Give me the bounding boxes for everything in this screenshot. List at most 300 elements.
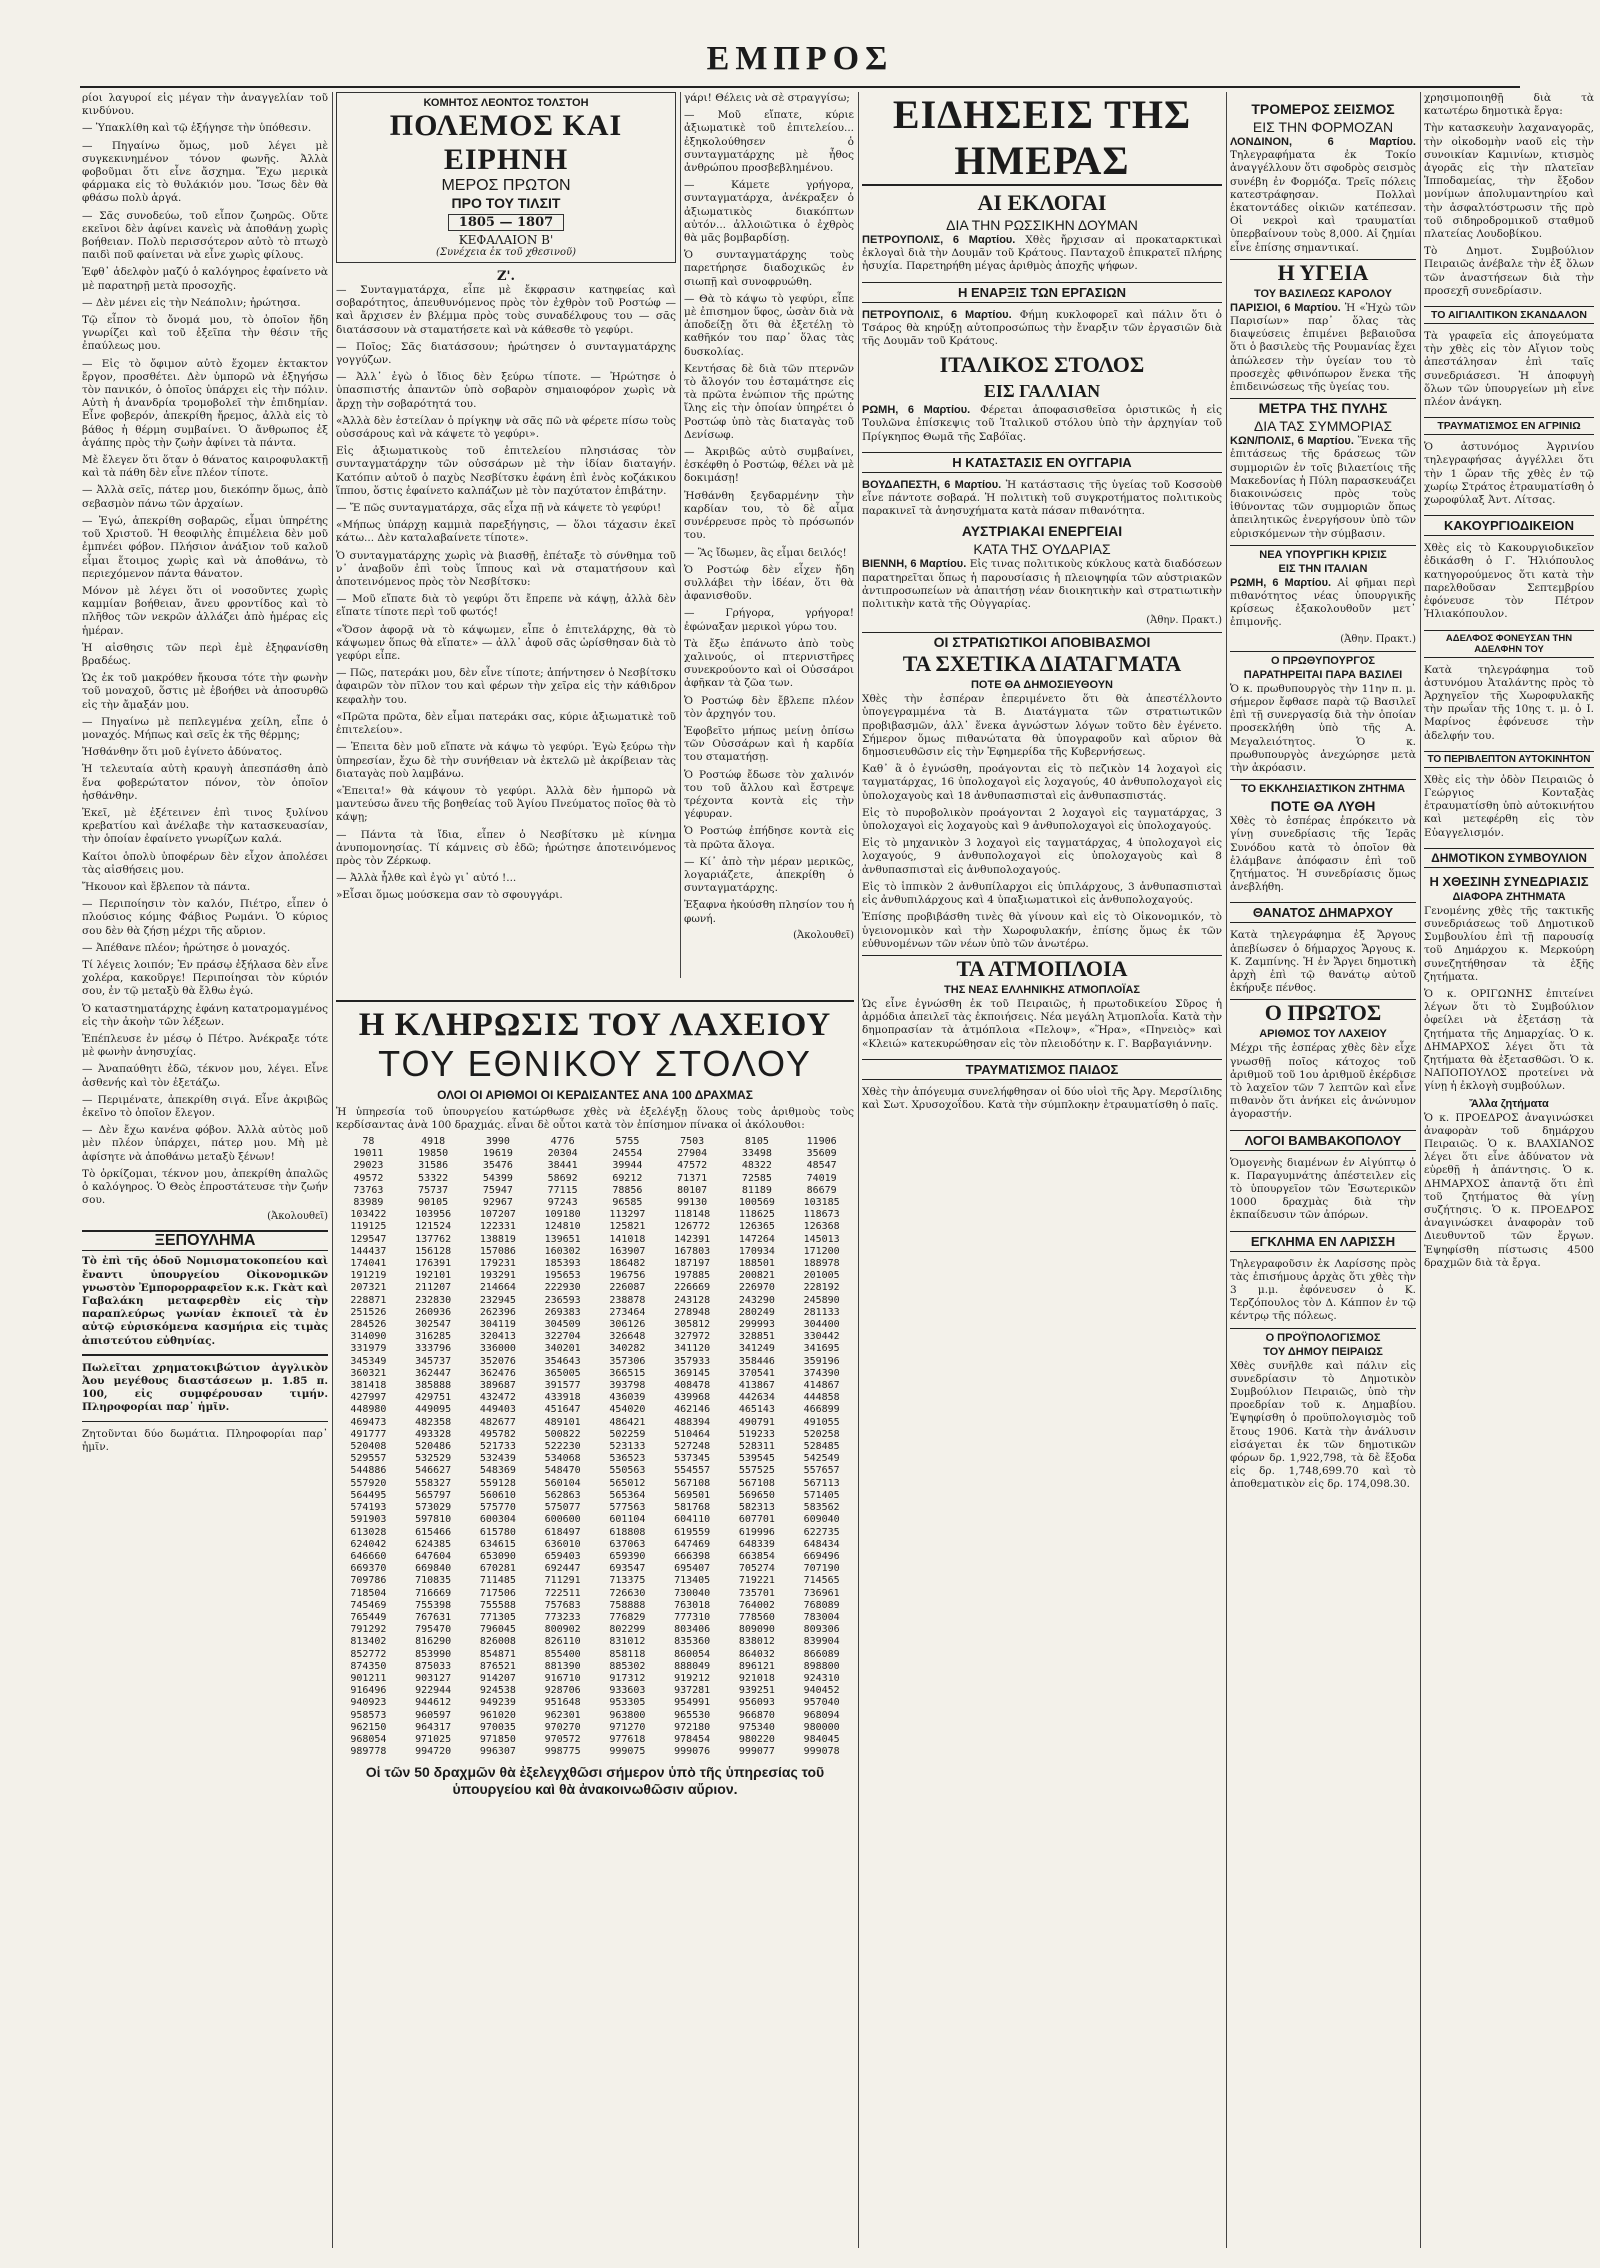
lottery-number: 187197 xyxy=(674,1258,711,1270)
paragraph: Ἐπέπλευσε ἐν μέσῳ ὁ Πέτρο. Ἀνέκραξε τότε μὲ φωνὴν ἀνησυχίας. xyxy=(82,1033,328,1059)
lottery-number: 495782 xyxy=(479,1428,516,1440)
news-text: Χθὲς τὸ ἑσπέρας ἐπρόκειτο νὰ γίνῃ συνεδρίασις τῆς Ἱερᾶς Συνόδου κατὰ τὸ ὁποῖον θὰ ἐλάμβανε ἀπόφασιν ἐπὶ τοῦ ζητήματος. Ἡ συνεδρίασις ὅμως ἀνεβλήθη. xyxy=(1230,815,1416,894)
lottery-number: 957040 xyxy=(803,1697,840,1709)
lottery-number: 188501 xyxy=(738,1258,775,1270)
ad-divider xyxy=(82,1354,328,1356)
paragraph: — Πηγαίνω μὲ πεπλεγμένα χείλη, εἶπε ὁ μοναχός. Μήπως καὶ σεῖς ἐκ τῆς θέρμης; xyxy=(82,715,328,741)
lottery-number: 137762 xyxy=(415,1233,452,1245)
lottery-number: 103956 xyxy=(415,1209,452,1221)
lottery-number: 758888 xyxy=(609,1599,646,1611)
lottery-number: 765449 xyxy=(350,1611,387,1623)
lottery-number: 207321 xyxy=(350,1282,387,1294)
news-headline: ΤΡΑΥΜΑΤΙΣΜΟΣ ΠΑΙΔΟΣ xyxy=(862,1059,1222,1080)
news-subheadline: ΔΙΑ ΤΗΝ ΡΩΣΣΙΚΗΝ ΔΟΥΜΑΝ xyxy=(946,217,1138,233)
lottery-number: 320413 xyxy=(479,1331,516,1343)
lottery-number: 901211 xyxy=(350,1672,387,1684)
lottery-number: 951648 xyxy=(544,1697,581,1709)
paragraph: Ὁ Ροστώφ ἐπήδησε κοντὰ εἰς τὰ πρῶτα ἄλογα. xyxy=(684,825,854,851)
serial-subtitle: ΠΡΟ ΤΟΥ ΤΙΛΣΙΤ xyxy=(451,195,561,211)
column-news-2 xyxy=(1230,92,1416,2268)
lottery-number: 813402 xyxy=(350,1636,387,1648)
lottery-number: 326648 xyxy=(609,1331,646,1343)
lottery-number: 80107 xyxy=(677,1184,708,1196)
lottery-number: 19619 xyxy=(482,1148,513,1160)
lottery-row xyxy=(336,1514,854,1526)
news-headline: Ο ΠΡΩΤΟΣ xyxy=(1230,999,1416,1026)
lottery-number: 448980 xyxy=(350,1404,387,1416)
lottery-number: 730040 xyxy=(674,1587,711,1599)
lottery-number: 278948 xyxy=(674,1306,711,1318)
lottery-number: 86679 xyxy=(806,1184,837,1196)
lottery-number: 767631 xyxy=(415,1611,452,1623)
lottery-number: 618808 xyxy=(609,1526,646,1538)
lottery-number: 5755 xyxy=(615,1136,640,1147)
lottery-number: 956093 xyxy=(738,1697,775,1709)
paragraph: — Ἀλλὰ ἦλθε καὶ ἐγὼ γι᾿ αὐτό !... xyxy=(336,872,517,885)
lottery-row xyxy=(336,1673,854,1685)
lottery-number: 38441 xyxy=(547,1160,578,1172)
lottery-number: 305812 xyxy=(674,1319,711,1331)
lottery-number: 573029 xyxy=(415,1502,452,1514)
lottery-number: 999075 xyxy=(609,1746,646,1758)
lottery-number: 565797 xyxy=(415,1489,452,1501)
lottery-number: 726630 xyxy=(609,1587,646,1599)
lottery-row xyxy=(336,1197,854,1209)
lottery-number: 949239 xyxy=(479,1697,516,1709)
column-serial-continued xyxy=(684,92,854,978)
lottery-number: 8105 xyxy=(744,1136,769,1147)
lottery-number: 855400 xyxy=(544,1648,581,1660)
lottery-number: 962301 xyxy=(544,1709,581,1721)
lottery-number: 569650 xyxy=(738,1489,775,1501)
lottery-number: 669840 xyxy=(415,1563,452,1575)
lottery-number: 636010 xyxy=(544,1538,581,1550)
lottery-number: 491777 xyxy=(350,1428,387,1440)
lottery-number: 413867 xyxy=(738,1380,775,1392)
lottery-number: 962150 xyxy=(350,1721,387,1733)
news-text: Εἰς τὸ ἱππικὸν 2 ἀνθυπίλαρχοι εἰς ὑπιλάρχους, 3 ἀνθυπασπισταὶ εἰς ἀνθυπιλάρχους καὶ 4 ὑπαξιωματικοὶ εἰς ἀνθυπολοχαγούς. xyxy=(862,880,1222,907)
paragraph: Ἡ τελευταία αὐτὴ κραυγὴ ἀπεσπάσθη ἀπὸ ἕνα φοβερώτατον πόνον, τὸν ὁποῖον ἠσθάνθην. xyxy=(82,763,328,802)
news-text: Φέρεται ἀποφασισθεῖσα ὁριστικῶς ἡ εἰς Τουλῶνα ἐπίσκεψις τοῦ Ἰταλικοῦ στόλου ὑπὸ τὴν ἀρχηγίαν τοῦ Πρίγκηπος Θωμᾶ τῆς Σαβόϊας. xyxy=(862,404,1222,443)
lottery-number: 970035 xyxy=(479,1721,516,1733)
lottery-number: 118625 xyxy=(738,1209,775,1221)
lottery-number: 75947 xyxy=(482,1184,513,1196)
news-headline: ΛΟΓΟΙ ΒΑΜΒΑΚΟΠΟΛΟΥ xyxy=(1230,1130,1416,1151)
lottery-number: 896121 xyxy=(738,1660,775,1672)
paragraph: — Κάμετε γρήγορα, συνταγματάρχα, ἀνέκραξεν ὁ ἀξιωματικὸς διακόπτων αὐτόν... ἀλλοιῶτικα ὁ ἐχθρὸς θὰ μᾶς βομβαρδίσῃ. xyxy=(684,179,854,245)
lottery-number: 835360 xyxy=(674,1636,711,1648)
lottery-number: 736961 xyxy=(803,1587,840,1599)
lottery-row xyxy=(336,1539,854,1551)
lottery-number: 243290 xyxy=(738,1294,775,1306)
lottery-number: 980220 xyxy=(738,1733,775,1745)
serial-body xyxy=(336,284,676,903)
lottery-number: 637063 xyxy=(609,1538,646,1550)
lottery-number: 693547 xyxy=(609,1563,646,1575)
lottery-number: 999077 xyxy=(738,1746,775,1758)
lottery-number: 126368 xyxy=(803,1221,840,1233)
lottery-number: 619996 xyxy=(738,1526,775,1538)
paragraph: «Πρῶτα πρῶτα, δὲν εἶμαι πατεράκι σας, κύριε ἀξιωματικὲ τοῦ ἐπιτελείου». xyxy=(336,710,676,737)
news-headline: ΟΙ ΣΤΡΑΤΙΩΤΙΚΟΙ ΑΠΟΒΙΒΑΣΜΟΙ xyxy=(862,632,1222,651)
lottery-number: 838012 xyxy=(738,1636,775,1648)
lottery-number: 488394 xyxy=(674,1416,711,1428)
paragraph: Ὁ καταστηματάρχης ἐφάνη κατατρομαγμένος εἰς τὴν ἀκοὴν τῶν λέξεων. xyxy=(82,1002,328,1028)
lottery-number: 713375 xyxy=(609,1575,646,1587)
lottery-number: 4776 xyxy=(550,1136,575,1147)
lottery-number: 875033 xyxy=(415,1660,452,1672)
ad-divider xyxy=(82,1421,328,1422)
lottery-number: 826008 xyxy=(479,1636,516,1648)
lottery-number: 262396 xyxy=(479,1306,516,1318)
lottery-row xyxy=(336,1441,854,1453)
lottery-number: 669496 xyxy=(803,1550,840,1562)
paragraph: Ἠσθάνθη ξεγδαρμένην τὴν καρδίαν του, τὸ δὲ αἷμα συνέρρευσε πρὸς τὸ πρόσωπόν του. xyxy=(684,489,854,542)
lottery-number: 273464 xyxy=(609,1306,646,1318)
lottery-row xyxy=(336,1136,854,1148)
news-subheadline: ΤΟΥ ΒΑΣΙΛΕΩΣ ΚΑΡΟΛΟΥ xyxy=(1254,287,1392,300)
lottery-number: 968094 xyxy=(803,1709,840,1721)
lottery-number: 968054 xyxy=(350,1733,387,1745)
news-headline: ΜΕΤΡΑ ΤΗΣ ΠΥΛΗΣ xyxy=(1230,398,1416,417)
lottery-number: 103185 xyxy=(803,1197,840,1209)
news-headline: ΙΤΑΛΙΚΟΣ ΣΤΟΛΟΣ xyxy=(939,352,1145,378)
lottery-row xyxy=(336,1417,854,1429)
lottery-number: 145013 xyxy=(803,1233,840,1245)
lottery-row xyxy=(336,1331,854,1343)
lottery-number: 972180 xyxy=(674,1721,711,1733)
news-subheadline: ΤΑ ΣΧΕΤΙΚΑ ΔΙΑΤΑΓΜΑΤΑ xyxy=(902,651,1182,677)
lottery-number: 567108 xyxy=(738,1477,775,1489)
lottery-number: 119125 xyxy=(350,1221,387,1233)
news-text: Χθὲς εἰς τὴν ὁδὸν Πειραιῶς ὁ Γεώργιος Κονταξὰς ἐτραυματίσθη ὑπὸ αὐτοκινήτου καὶ μετεφέρθη εἰς τὸν Εὐαγγελισμόν. xyxy=(1424,773,1594,839)
lottery-number: 537345 xyxy=(674,1453,711,1465)
news-text: Χθὲς τὴν ἑσπέραν ἐπεριμένετο ὅτι θὰ ἀπεστέλλοντο ὑπογεγραμμένα τὰ Β. Διατάγματα τῶν στρατιωτικῶν προβιβασμῶν, ἀλλ᾿ ἕνεκα ἀγνώστων λόγων τοῦτο δὲν ἐγένετο. Σήμερον ὅμως πιθανώτατα θὰ ὑπογραφοῦν καὶ αὔριον θὰ δημοσιευθῶσιν εἰς τὴν Ἐφημερίδα τῆς Κυβερνήσεως. xyxy=(862,693,1222,759)
lottery-number: 122331 xyxy=(479,1221,516,1233)
lottery-number: 33498 xyxy=(741,1148,772,1160)
lottery-number: 482677 xyxy=(479,1416,516,1428)
lottery-number: 888049 xyxy=(674,1660,711,1672)
lottery-number: 201005 xyxy=(803,1270,840,1282)
column-divider xyxy=(858,92,859,2248)
lottery-row xyxy=(336,1588,854,1600)
paragraph: Ὁ Ροστώφ δὲν ἔβλεπε πλέον τὸν ἀρχηγόν του. xyxy=(684,694,854,720)
lottery-number: 937281 xyxy=(674,1685,711,1697)
lottery-number: 795470 xyxy=(415,1624,452,1636)
column-feuilleton xyxy=(82,92,328,2268)
lottery-number: 174041 xyxy=(350,1258,387,1270)
paragraph: — Κί᾿ ἀπὸ τὴν μέραν μερικῶς, λογαριάζετε, ἀπεκρίθη ὁ συνταγματάρχης. xyxy=(684,855,854,895)
column-news-of-day xyxy=(862,92,1222,2268)
lottery-number: 107207 xyxy=(479,1209,516,1221)
lottery-number: 816290 xyxy=(415,1636,452,1648)
lottery-row xyxy=(336,1575,854,1587)
lottery-number: 176391 xyxy=(415,1258,452,1270)
lottery-number: 179231 xyxy=(479,1258,516,1270)
lottery-number: 521733 xyxy=(479,1441,516,1453)
lottery-number: 574193 xyxy=(350,1502,387,1514)
lottery-number: 328851 xyxy=(738,1331,775,1343)
lottery-number: 618497 xyxy=(544,1526,581,1538)
continued-note: (Ἀκολουθεῖ) xyxy=(267,1211,328,1223)
lottery-number: 49572 xyxy=(353,1172,384,1184)
news-headline: ΕΓΚΛΗΜΑ ΕΝ ΛΑΡΙΣΣΗ xyxy=(1230,1231,1416,1252)
lottery-number: 860054 xyxy=(674,1648,711,1660)
lottery-number: 124810 xyxy=(544,1221,581,1233)
lottery-number: 381418 xyxy=(350,1380,387,1392)
serial-title: ΠΟΛΕΜΟΣ ΚΑΙ ΕΙΡΗΝΗ xyxy=(389,109,623,176)
news-subheadline: ΤΟΥ ΔΗΜΟΥ ΠΕΙΡΑΙΩΣ xyxy=(1263,1345,1383,1358)
news-text: Τηλεγραφοῦσιν ἐκ Λαρίσσης πρὸς τὰς ἐπισήμους ἀρχὰς ὅτι χθὲς τὴν 3 μ.μ. ἐφόνευσεν ὁ Κ. Τερζόπουλος τὸν Δ. Κάππον ἐν τῷ κέντρῳ τῆς πόλεως. xyxy=(1230,1257,1416,1323)
column-divider xyxy=(680,92,681,978)
dateline: ΛΟΝΔΙΝΟΝ, 6 Μαρτίου. xyxy=(1230,136,1416,148)
lottery-row xyxy=(336,1258,854,1270)
lottery-number: 48322 xyxy=(741,1160,772,1172)
lottery-number: 778560 xyxy=(738,1611,775,1623)
paragraph: Ἐξαφνα ἠκούσθη πλησίον του ἡ φωνή. xyxy=(684,899,854,925)
lottery-number: 615780 xyxy=(479,1526,516,1538)
lottery-number: 971270 xyxy=(609,1721,646,1733)
lottery-number: 222930 xyxy=(544,1282,581,1294)
lottery-row xyxy=(336,1734,854,1746)
lottery-number: 707190 xyxy=(803,1563,840,1575)
lottery-number: 544886 xyxy=(350,1465,387,1477)
lottery-number: 357306 xyxy=(609,1355,646,1367)
lottery-number: 978454 xyxy=(674,1733,711,1745)
lottery-row xyxy=(336,1221,854,1233)
lottery-number: 304509 xyxy=(544,1319,581,1331)
lottery-number: 449095 xyxy=(415,1404,452,1416)
news-headline: Ο ΠΡΟΫΠΟΛΟΓΙΣΜΟΣ xyxy=(1230,1328,1416,1344)
lottery-number: 316285 xyxy=(415,1331,452,1343)
lottery-number: 961020 xyxy=(479,1709,516,1721)
lottery-number: 809090 xyxy=(738,1624,775,1636)
lottery-number: 74019 xyxy=(806,1172,837,1184)
paragraph: Ἐκεῖ, μὲ ἐξέτεινεν ἐπὶ τινος ξυλίνου κρεβατίου καὶ ἀνέλαβε τὴν κατασκευασίαν, τὴν ὁποίαν ἐφαίνετο γνωρίζων καλά. xyxy=(82,806,328,846)
column-local-news xyxy=(1424,92,1594,2268)
lottery-number: 35476 xyxy=(482,1160,513,1172)
lottery-number: 369145 xyxy=(674,1367,711,1379)
lottery-number: 331979 xyxy=(350,1343,387,1355)
lottery-number: 634615 xyxy=(479,1538,516,1550)
lottery-number: 980000 xyxy=(803,1721,840,1733)
paragraph: — Δὲν μένει εἰς τὴν Νεάπολιν; ἠρώτησα. xyxy=(82,296,301,309)
lottery-number: 565364 xyxy=(609,1489,646,1501)
lottery-number: 359196 xyxy=(803,1355,840,1367)
news-text: Ὁ κ. πρωθυπουργὸς τὴν 11ην π. μ. σήμερον ἔφθασε παρὰ τῷ Βασιλεῖ ἐπὶ τῇ συνεργασίᾳ διὰ τὴν ὁποίαν προσεκλήθη ὑπὸ τῆς Α. Μεγαλειότητος. Ὁ κ. πρωθυπουργὸς ἀνεχώρησε μετὰ τὴν ἀκρόασιν. xyxy=(1230,682,1416,774)
lottery-number: 3990 xyxy=(485,1136,510,1147)
lottery-number: 916496 xyxy=(350,1685,387,1697)
lottery-number: 713405 xyxy=(674,1575,711,1587)
lottery-row xyxy=(336,1563,854,1575)
news-subheadline: ΚΑΤΑ ΤΗΣ ΟΥΔΑΡΙΑΣ xyxy=(973,541,1111,558)
lottery-number: 129547 xyxy=(350,1233,387,1245)
lottery-number: 96585 xyxy=(612,1197,643,1209)
lottery-number: 360321 xyxy=(350,1367,387,1379)
news-text: Εἰς τὸ μηχανικὸν 3 λοχαγοὶ εἰς ταγματάρχας, 4 ὑπολοχαγοὶ εἰς λοχαγούς, 9 ἀνθυπολοχαγοὶ εἰς ὑπολοχαγοὺς καὶ 8 ἀνθυπασπισταὶ εἰς ἀνθυπολοχαγούς. xyxy=(862,837,1222,876)
paragraph: «Μήπως ὑπάρχῃ καμμιὰ παρεξήγησις, — ὅλοι τάχασιν ἐκεῖ κάτω... Δὲν καταλαβαίνετε τίποτε». xyxy=(336,519,676,545)
news-subheadline: ΔΙΑ ΤΑΣ ΣΥΜΜΟΡΙΑΣ xyxy=(1253,418,1393,435)
news-text: Μέχρι τῆς ἑσπέρας χθὲς δὲν εἶχε γνωσθῇ ποῖος κάτοχος τοῦ ἀριθμοῦ τοῦ 1ου ἀριθμοῦ ἐκέρδισε τὸ λαχεῖον τῶν 7 λεπτῶν καὶ εἶνε πιθανὸν ὅτι ἀνήκει εἰς ἀνώνυμον ἀγοραστήν. xyxy=(1230,1042,1416,1121)
lottery-row xyxy=(336,1319,854,1331)
lottery-number: 874350 xyxy=(350,1660,387,1672)
lottery-number: 711485 xyxy=(479,1575,516,1587)
lottery-number: 558327 xyxy=(415,1477,452,1489)
news-headline: ΤΟ ΕΚΚΛΗΣΙΑΣΤΙΚΟΝ ΖΗΤΗΜΑ xyxy=(1230,779,1416,795)
lottery-row xyxy=(336,1722,854,1734)
news-text: Γενομένης χθὲς τῆς τακτικῆς συνεδριάσεως τοῦ Δημοτικοῦ Συμβουλίου ἐπὶ τῇ παρουσίᾳ τοῦ Δημάρχου κ. Μερκούρη συνεζητήθησαν τὰ ἑξῆς ζητήματα. xyxy=(1424,904,1594,983)
lottery-number: 569501 xyxy=(674,1489,711,1501)
news-source: (Ἀθην. Πρακτ.) xyxy=(1146,615,1222,627)
lottery-number: 624385 xyxy=(415,1538,452,1550)
paragraph: Τὰ ἔξω ἐπάνωτο ἀπὸ τοὺς χαλινούς, οἱ πτερνιστῆρες συνεκρούοντο καὶ οἱ Οὐσσάροι ἀφῆκαν τὰ ζῶα των. xyxy=(684,637,854,690)
paragraph: — Ἔ πῶς συνταγματάρχα, σᾶς εἶχα πῇ νὰ κάψετε τὸ γεφύρι! xyxy=(336,502,662,515)
lottery-number: 854871 xyxy=(479,1648,516,1660)
paragraph: Τί λέγεις λοιπόν; Ἐν πράσῳ ἐξήλασα δὲν εἶνε χολέρα, κακοῦργε! Περιποίησαι τὸν κύριόν σου, ἐν τῷ μεταξὺ θὰ ἔλθω ἐγώ. xyxy=(82,958,328,998)
lottery-number: 964317 xyxy=(415,1721,452,1733)
lottery-number: 433918 xyxy=(544,1392,581,1404)
lottery-row xyxy=(336,1148,854,1160)
lottery-number: 354643 xyxy=(544,1355,581,1367)
paragraph: — Πάντα τὰ ἴδια, εἶπεν ὁ Νεσβίτσκυ μὲ κίνημα ἀνυπομονησίας. Τί κάμνεις σὺ ἐδῶ; ἠρώτησε ἀποτεινόμενος πρὸς τὸν Ζέρκωφ. xyxy=(336,828,676,867)
lottery-number: 31586 xyxy=(418,1160,449,1172)
lottery-row xyxy=(336,1173,854,1185)
paragraph: Ἐφθ᾿ ἀδελφὸν μαζύ ὁ καλόγηρος ἐφαίνετο νὰ μὲ παρατηρῇ μετὰ προσοχῆς. xyxy=(82,266,328,292)
column-divider xyxy=(332,92,333,2248)
masthead: ΕΜΠΡΟΣ xyxy=(706,40,894,77)
paragraph: Ἤκουον καὶ ἔβλεπον τὰ πάντα. xyxy=(82,880,251,893)
lottery-number: 389687 xyxy=(479,1380,516,1392)
lottery-number: 809306 xyxy=(803,1624,840,1636)
lottery-number: 226970 xyxy=(738,1282,775,1294)
paragraph: «Ἀλλὰ δὲν ἐστείλαν ὁ πρίγκηψ νὰ σᾶς πῶ νὰ φέρετε πίσω τοὺς οὐσσάρους καὶ νὰ κάψετε τὸ γεφύρι». xyxy=(336,414,676,441)
lottery-number: 557525 xyxy=(738,1465,775,1477)
paragraph: Τῷ εἶπον τὸ ὄνομά μου, τὸ ὁποῖον ἤδη γνωρίζει καὶ τοῦ ἐξεῖπα τὴν θέσιν τῆς ἐπαύλεως μου. xyxy=(82,314,328,353)
lottery-number: 922944 xyxy=(415,1685,452,1697)
lottery-number: 917312 xyxy=(609,1672,646,1684)
dateline: ΒΙΕΝΝΗ, 6 Μαρτίου. xyxy=(862,558,967,571)
lottery-number: 170934 xyxy=(738,1245,775,1257)
lottery-number: 944612 xyxy=(415,1697,452,1709)
lottery-number: 99130 xyxy=(677,1197,708,1209)
lottery-number: 427997 xyxy=(350,1392,387,1404)
lottery-number: 803406 xyxy=(674,1624,711,1636)
lottery-number: 600304 xyxy=(479,1514,516,1526)
lottery-number: 366515 xyxy=(609,1367,646,1379)
lottery-number: 393798 xyxy=(609,1380,646,1392)
lottery-number: 54399 xyxy=(482,1172,513,1184)
lottery-number: 876521 xyxy=(479,1660,516,1672)
lottery-number: 755398 xyxy=(415,1599,452,1611)
lottery-row xyxy=(336,1636,854,1648)
lottery-number: 444858 xyxy=(803,1392,840,1404)
lottery-row xyxy=(336,1453,854,1465)
lottery-number: 192101 xyxy=(415,1270,452,1282)
lottery-number: 989778 xyxy=(350,1746,387,1758)
lottery-number: 139651 xyxy=(544,1233,581,1245)
lottery-number: 717506 xyxy=(479,1587,516,1599)
lottery-number: 921018 xyxy=(738,1672,775,1684)
paragraph: Ὁ Ροστώφ ἔδωσε τὸν χαλινόν του τοῦ ἄλλου καὶ ἔστρεψε τρέχοντα κοντὰ εἰς τὴν γέφυραν. xyxy=(684,768,854,821)
lottery-number: 998775 xyxy=(544,1746,581,1758)
lottery-number: 157086 xyxy=(479,1245,516,1257)
paragraph: Καίτοι ὁπολὺ ὑποφέρων δὲν εἶχον ἀπολέσει τὰς αἰσθήσεις μου. xyxy=(82,850,328,876)
lottery-row xyxy=(336,1295,854,1307)
lottery-number: 532529 xyxy=(415,1453,452,1465)
paragraph: Ὁ Ροστώφ δὲν εἶχεν ἤδη συλλάβει τὴν ἰδέαν, ὅτι θὰ ἀφανισθοῦν. xyxy=(684,563,854,603)
lottery-number: 314090 xyxy=(350,1331,387,1343)
lottery-number: 299993 xyxy=(738,1319,775,1331)
paragraph: »Εἶσαι ὅμως μούσκεμα σαν τὸ σφουγγάρι. xyxy=(336,889,563,902)
lottery-number: 916710 xyxy=(544,1672,581,1684)
lottery-number: 996307 xyxy=(479,1746,516,1758)
paragraph: — Σᾶς συνοδεύω, τοῦ εἶπον ζωηρῶς. Οὔτε εκεῖνοι δὲν ἀφίνει κανεὶς νὰ ἀποθάνῃ χωρὶς βοήθειαν. Πολὺ περισσότερον αὐτὸ τὸ πτωχὸ παιδὶ ποῦ φαίνεται νὰ εἶνε χωρὶς φίλους. xyxy=(82,209,328,262)
news-text: Φήμη κυκλοφορεῖ καὶ πάλιν ὅτι ὁ Τσάρος θὰ κηρύξῃ αὐτοπροσώπως τὴν ἔναρξιν τῶν ἐργασιῶν διὰ τῆς Δουμᾶν τοῦ Κράτους. xyxy=(862,308,1222,348)
lottery-number: 20304 xyxy=(547,1148,578,1160)
lottery-number: 520408 xyxy=(350,1441,387,1453)
lottery-number: 171200 xyxy=(803,1245,840,1257)
lottery-number: 200821 xyxy=(738,1270,775,1282)
lottery-number: 853990 xyxy=(415,1648,452,1660)
lottery-number: 539545 xyxy=(738,1453,775,1465)
news-subheadline: ΠΟΤΕ ΘΑ ΛΥΘΗ xyxy=(1270,798,1376,815)
news-source: (Ἀθην. Πρακτ.) xyxy=(1340,633,1416,645)
lottery-number: 462146 xyxy=(674,1404,711,1416)
lottery-number: 118673 xyxy=(803,1209,840,1221)
news-text: Χθὲς τὴν ἀπόγευμα συνελήφθησαν οἱ δύο υἱοὶ τῆς Ἀργ. Μερσίλιδης καὶ Σωτ. Χρυσοχοΐδου. Κατὰ τὴν σύμπλοκην ἐτραυματίσθη ὁ παῖς. xyxy=(862,1085,1222,1111)
lottery-number: 548470 xyxy=(544,1465,581,1477)
lottery-number: 197885 xyxy=(674,1270,711,1282)
lottery-number: 113297 xyxy=(609,1209,646,1221)
lottery-number: 971025 xyxy=(415,1733,452,1745)
lottery-number: 245890 xyxy=(803,1294,840,1306)
lottery-row xyxy=(336,1209,854,1221)
paragraph: — Μοῦ εἴπατε διὰ τὸ γεφύρι ὅτι ἔπρεπε νὰ κάψῃ, ἀλλὰ δὲν εἴπατε τίποτε περὶ τοῦ φωτός! xyxy=(336,593,676,619)
dateline: ΒΟΥΔΑΠΕΣΤΗ, 6 Μαρτίου. xyxy=(862,478,1002,491)
lottery-number: 940923 xyxy=(350,1697,387,1709)
lottery-number: 330442 xyxy=(803,1331,840,1343)
news-headline: Η ΥΓΕΙΑ xyxy=(1230,259,1416,286)
lottery-number: 142391 xyxy=(674,1233,711,1245)
lottery-number: 648339 xyxy=(738,1538,775,1550)
lottery-number: 711291 xyxy=(544,1575,581,1587)
ad-text: Ζητοῦνται δύο δωμάτια. Πληροφορίαι παρ᾿ ἡμῖν. xyxy=(82,1427,328,1453)
lottery-number: 768089 xyxy=(803,1599,840,1611)
news-text: Ἕνεκα τῆς ἐπιτάσεως τῆς δράσεως τῶν συμμοριῶν ἐν τοῖς βιλαετίοις τῆς Μακεδονίας ἡ Πύλη παρασκευάζει διακοινώσεις πρὸς τοὺς ἰθύνοντας τῶν συμμοριῶν ὅπως ἀπειλητικῶς ἐνεργήσουν ὑπὸ τῶν εὐρισκόμενων τὴν σύμβασιν. xyxy=(1230,435,1416,540)
serial-chapter: ΚΕΦΑΛΑΙΟΝ Β' xyxy=(458,233,554,247)
lottery-number: 90105 xyxy=(418,1197,449,1209)
paragraph: Κεντήσας δὲ διὰ τῶν πτερνῶν τὸ ἄλογόν του ἐσταμάτησε εἰς τὰ πρῶτα ἐνώπιον τῆς πρώτης ἴλης εἰς τὴν ὁποίαν ὑπηρέτει ὁ Ροστώφ ὑπὸ τὰς διαταγὰς τοῦ Δενίσωφ. xyxy=(684,362,854,441)
paragraph: — Μοῦ εἴπατε, κύριε ἀξιωματικὲ τοῦ ἐπιτελείου... ἐξηκολούθησεν ὁ συνταγματάρχης μὲ ἦθος ἀνθρώπου προσβεβλημένου. xyxy=(684,109,854,175)
lottery-number: 709786 xyxy=(350,1575,387,1587)
lottery-number: 75737 xyxy=(418,1184,449,1196)
lottery-row xyxy=(336,1661,854,1673)
lottery-number: 510464 xyxy=(674,1428,711,1440)
lottery-number: 575770 xyxy=(479,1502,516,1514)
lottery-number: 534068 xyxy=(544,1453,581,1465)
lottery-number: 669370 xyxy=(350,1563,387,1575)
lottery-number: 716669 xyxy=(415,1587,452,1599)
lottery-number: 881390 xyxy=(544,1660,581,1672)
lottery-number: 48547 xyxy=(806,1160,837,1172)
serial-part: ΜΕΡΟΣ ΠΡΩΤΟΝ xyxy=(441,177,571,194)
lottery-number: 994720 xyxy=(415,1746,452,1758)
paragraph: «Ἐπειτα!» θὰ κάψουν τὸ γεφύρι. Ἀλλὰ δὲν ἠμπορῶ νὰ μαντεύσω ἄνευ τῆς βοηθείας τοῦ Ἁγίου Πνεύματος ποῖος θὰ τὸ κάψῃ; xyxy=(336,784,676,824)
paragraph: — Περιποίησιν τὸν καλόν, Πιέτρο, εἶπεν ὁ πλούσιος κόμης Φάβιος Ρωμάνι. Ὁ κύριος σου δὲν θὰ ζήσῃ μέχρι τῆς αὔριον. xyxy=(82,898,328,937)
lottery-number: 864032 xyxy=(738,1648,775,1660)
paragraph: — Θὰ τὸ κάψω τὸ γεφύρι, εἶπε μὲ ἐπισημον ὕφος, ὡσὰν διὰ νὰ ἀποδείξῃ ὅτι θὰ ἐξετέλῃ τὸ καθῆκόν του παρ᾿ ὅλας τὰς δυσκολίας. xyxy=(684,292,854,358)
paragraph: — Δὲν ἔχω κανένα φόβον. Ἀλλὰ αὐτὸς μοῦ μὲν πλέον ὑπάρχει, πάτερ μου. Μὴ μὲ ἀφίσητε νὰ ἀποθάνω μεταξὺ ξένων! xyxy=(82,1124,328,1163)
